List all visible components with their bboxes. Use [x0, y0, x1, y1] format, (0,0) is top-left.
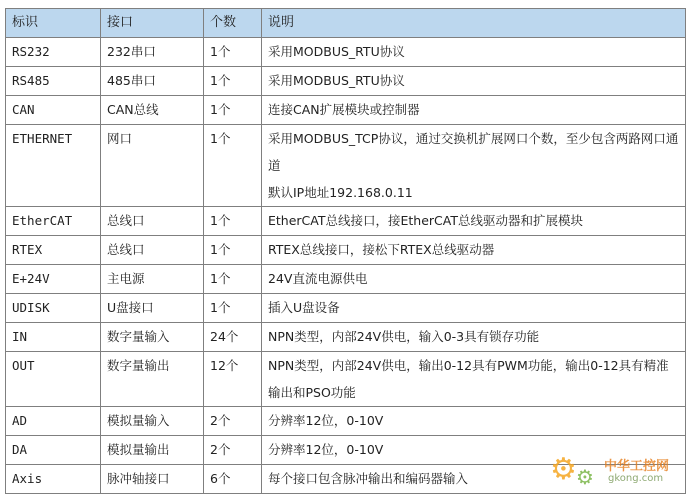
cell-desc: 连接CAN扩展模块或控制器	[262, 96, 686, 125]
cell-port: 485串口	[101, 67, 204, 96]
cell-count: 1个	[204, 236, 262, 265]
cell-desc: NPN类型，内部24V供电，输出0-12具有PWM功能，输出0-12具有精准输出和PSO功能	[262, 352, 686, 407]
table-row	[6, 207, 686, 236]
cell-count: 1个	[204, 67, 262, 96]
cell-count: 12个	[204, 352, 262, 407]
header-desc: 说明	[262, 9, 686, 38]
cell-port: 总线口	[101, 207, 204, 236]
table-row	[6, 352, 686, 407]
cell-id: E+24V	[6, 265, 101, 294]
cell-id: AD	[6, 407, 101, 436]
header-id: 标识	[6, 9, 101, 38]
cell-desc: 插入U盘设备	[262, 294, 686, 323]
cell-id: OUT	[6, 352, 101, 407]
cell-port: 模拟量输出	[101, 436, 204, 465]
cell-port: 脉冲轴接口	[101, 465, 204, 494]
cell-desc: EtherCAT总线接口，接EtherCAT总线驱动器和扩展模块	[262, 207, 686, 236]
cell-desc: 采用MODBUS_RTU协议	[262, 67, 686, 96]
cell-id: RS232	[6, 38, 101, 67]
table-row	[6, 38, 686, 67]
table-header-row	[6, 9, 686, 38]
table-row	[6, 236, 686, 265]
cell-port: U盘接口	[101, 294, 204, 323]
cell-desc: 24V直流电源供电	[262, 265, 686, 294]
cell-desc: RTEX总线接口，接松下RTEX总线驱动器	[262, 236, 686, 265]
table-row	[6, 323, 686, 352]
cell-desc-line: 采用MODBUS_TCP协议，通过交换机扩展网口个数，至少包含两路网口通道	[268, 131, 679, 173]
cell-count: 1个	[204, 294, 262, 323]
cell-id: UDISK	[6, 294, 101, 323]
cell-desc: 每个接口包含脉冲输出和编码器输入	[262, 465, 686, 494]
table-row	[6, 265, 686, 294]
watermark-title: 中华工控网	[604, 459, 670, 474]
cell-count: 1个	[204, 125, 262, 207]
gear-icon: ⚙	[550, 452, 577, 487]
cell-port: 网口	[101, 125, 204, 207]
cell-port: 主电源	[101, 265, 204, 294]
cell-port: CAN总线	[101, 96, 204, 125]
table-row	[6, 96, 686, 125]
table-row	[6, 407, 686, 436]
cell-count: 1个	[204, 38, 262, 67]
cell-desc: 分辨率12位，0-10V	[262, 407, 686, 436]
cell-port: 数字量输出	[101, 352, 204, 407]
cell-count: 1个	[204, 96, 262, 125]
cell-id: Axis	[6, 465, 101, 494]
header-port: 接口	[101, 9, 204, 38]
gear-icon: ⚙	[576, 465, 594, 489]
watermark-logo	[548, 453, 688, 493]
cell-desc: 采用MODBUS_RTU协议	[262, 38, 686, 67]
header-count: 个数	[204, 9, 262, 38]
cell-desc-line: 默认IP地址192.168.0.11	[268, 185, 413, 200]
cell-count: 1个	[204, 207, 262, 236]
cell-desc: 分辨率12位，0-10V	[262, 436, 686, 465]
cell-desc: NPN类型，内部24V供电，输入0-3具有锁存功能	[262, 323, 686, 352]
table-row	[6, 294, 686, 323]
cell-port: 模拟量输入	[101, 407, 204, 436]
cell-id: DA	[6, 436, 101, 465]
interface-spec-table	[5, 8, 686, 494]
table-row	[6, 125, 686, 207]
cell-count: 1个	[204, 265, 262, 294]
cell-id: CAN	[6, 96, 101, 125]
cell-port: 总线口	[101, 236, 204, 265]
table-row	[6, 67, 686, 96]
cell-id: RS485	[6, 67, 101, 96]
cell-desc	[262, 125, 686, 207]
cell-id: RTEX	[6, 236, 101, 265]
cell-id: EtherCAT	[6, 207, 101, 236]
cell-count: 6个	[204, 465, 262, 494]
cell-port: 数字量输入	[101, 323, 204, 352]
cell-count: 24个	[204, 323, 262, 352]
cell-id: ETHERNET	[6, 125, 101, 207]
cell-port: 232串口	[101, 38, 204, 67]
watermark-url: gkong.com	[608, 473, 664, 484]
cell-count: 2个	[204, 436, 262, 465]
cell-count: 2个	[204, 407, 262, 436]
cell-id: IN	[6, 323, 101, 352]
